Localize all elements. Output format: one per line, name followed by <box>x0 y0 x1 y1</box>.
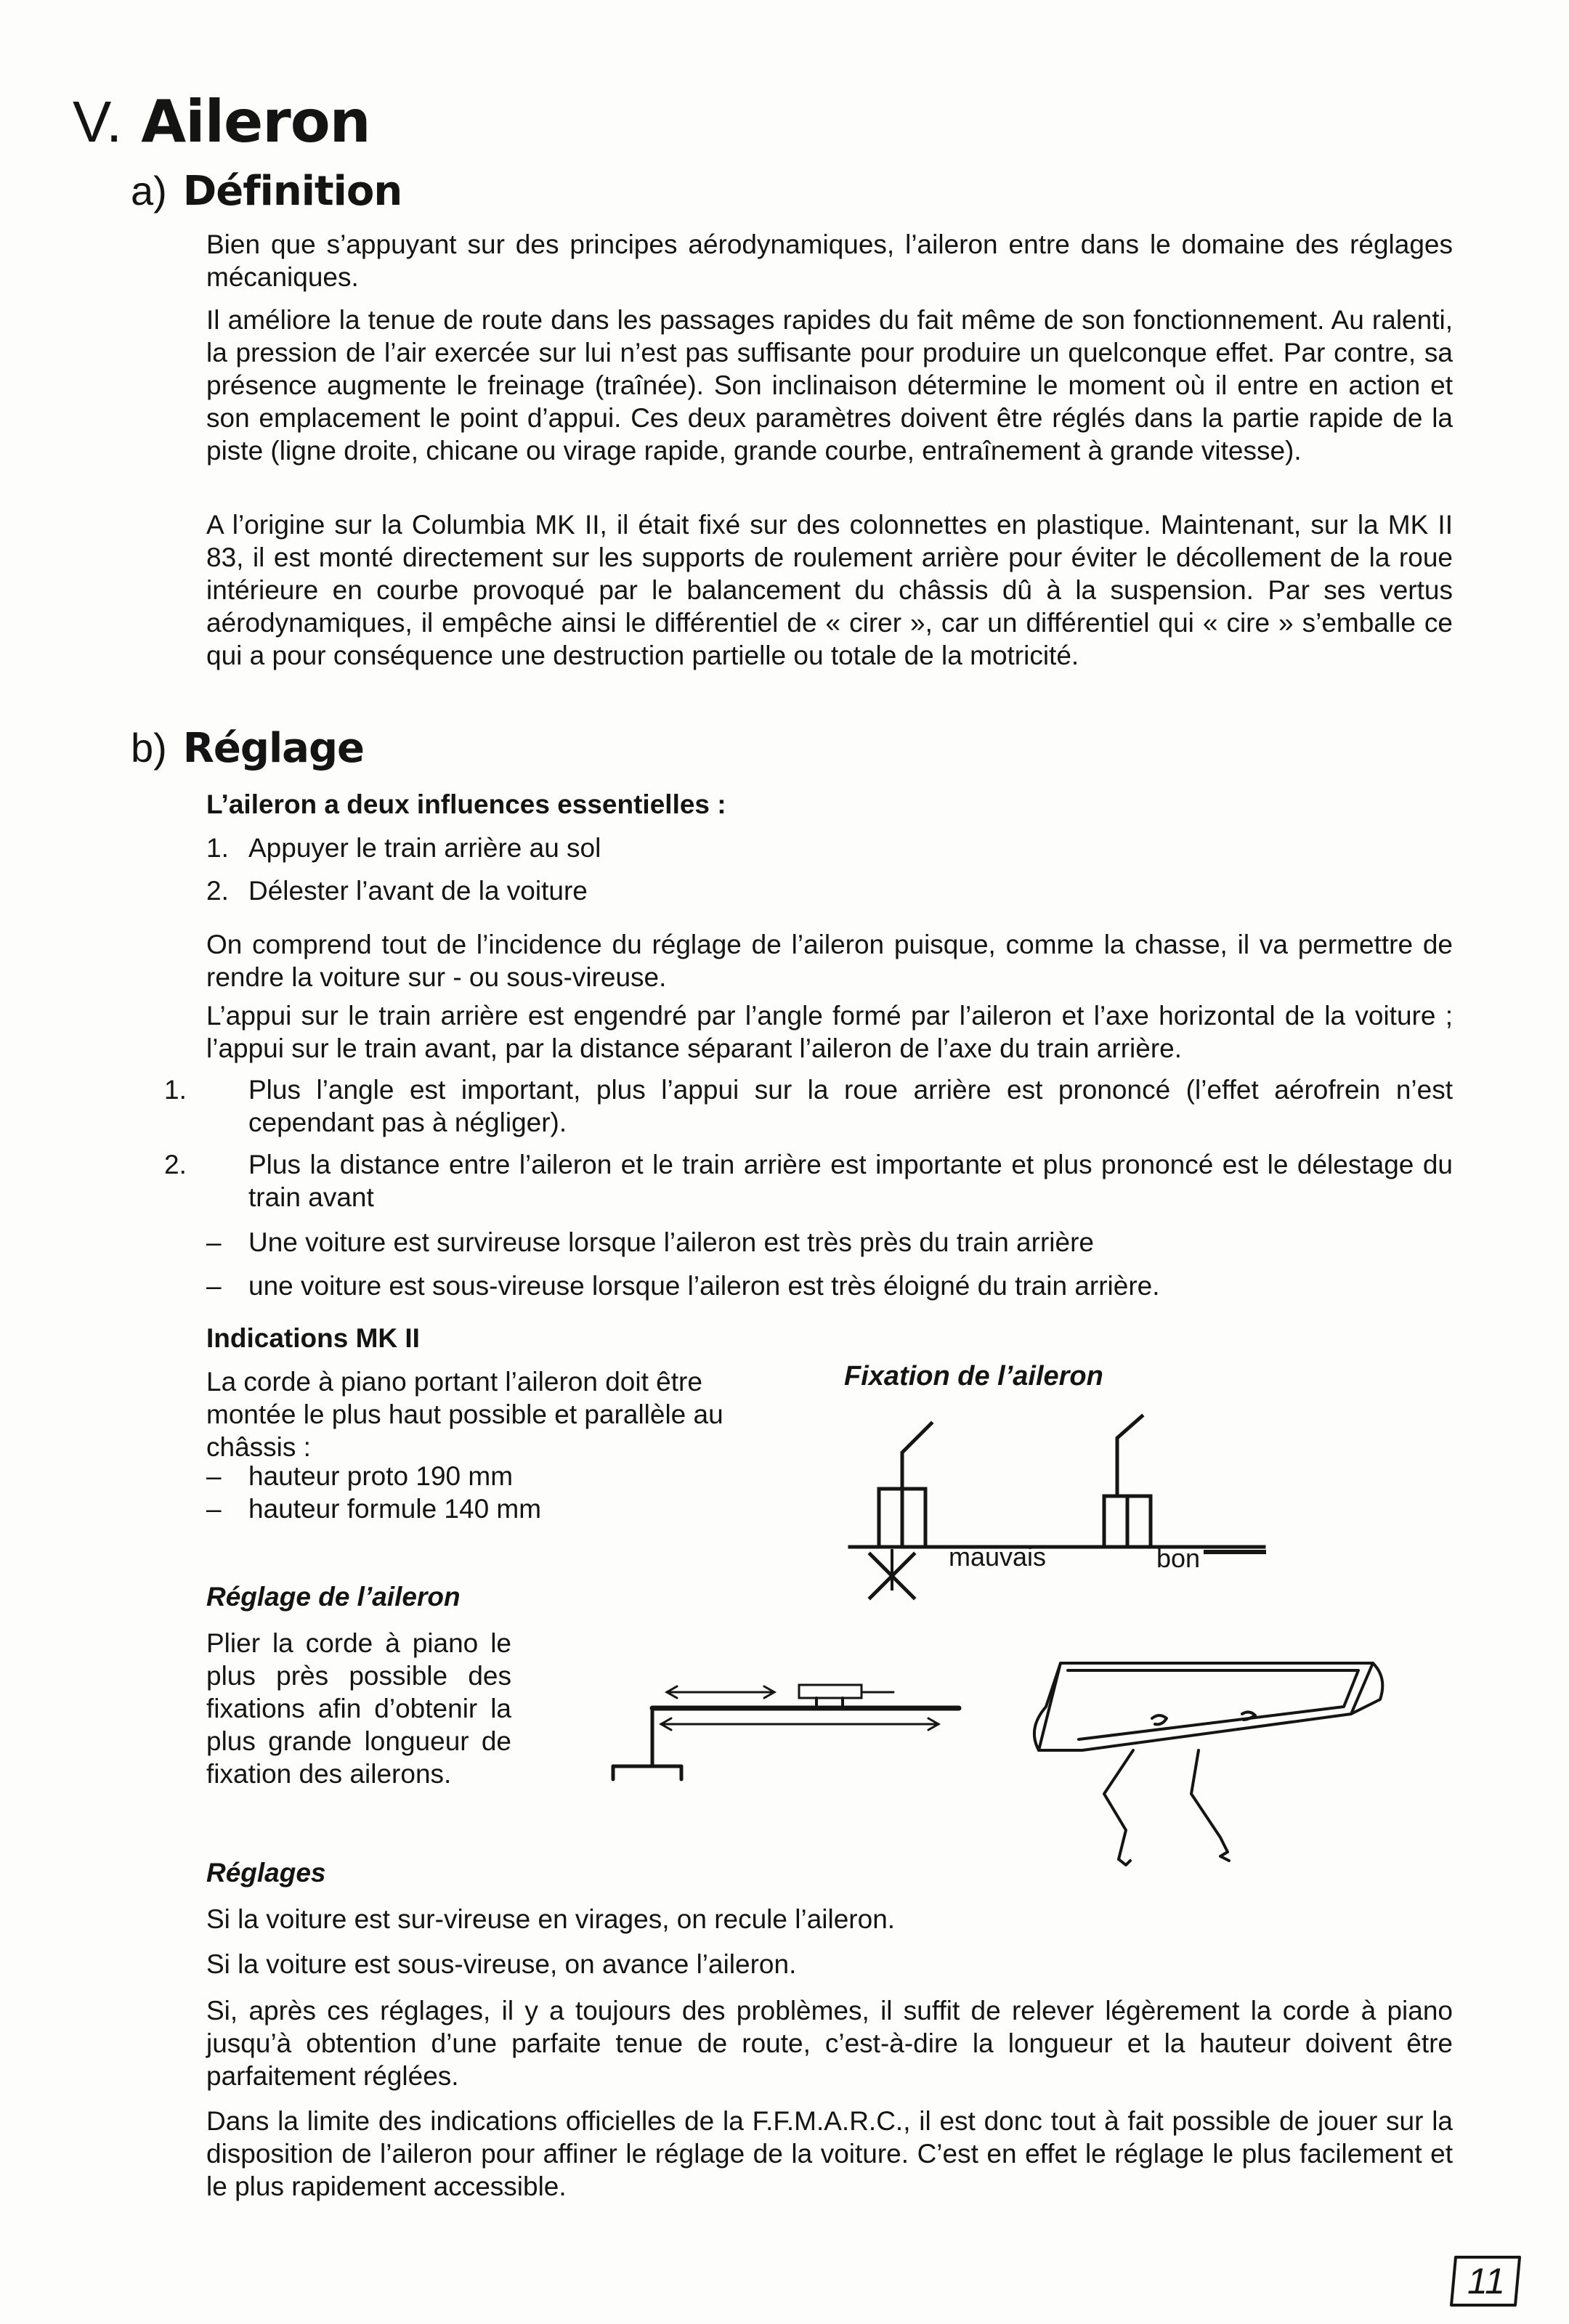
list-text: hauteur formule 140 mm <box>248 1494 542 1524</box>
list-text: hauteur proto 190 mm <box>248 1461 514 1491</box>
paragraph: L’appui sur le train arrière est engendré par l’angle formé par l’aileron et l’axe horizontal de la voiture ; l’appui sur le train avant, par la distance séparant l’aileron de l’axe du train arrière. <box>206 1001 1453 1063</box>
paragraph: Bien que s’appuyant sur des principes aérodynamiques, l’aileron entre dans le domaine des réglages mécaniques. <box>206 229 1453 292</box>
list-item <box>206 1492 787 1525</box>
list-dash: – <box>206 1494 222 1524</box>
influences-heading: L’aileron a deux influences essentielles : <box>206 789 726 819</box>
paragraph: Si la voiture est sous-vireuse, on avance l’aileron. <box>206 1949 797 1979</box>
indications-text: La corde à piano portant l’aileron doit être montée le plus haut possible et parallèle au châssis : <box>206 1367 723 1462</box>
paragraph: Il améliore la tenue de route dans les passages rapides du fait même de son fonctionnement. Au ralenti, la pression de l’air exercée sur lui n’est pas suffisante pour produire un quelconque effet. Par contre, sa présence augmente le freinage (traînée). Son inclinaison détermine le moment où il entre en action et son emplacement le point d’appui. Ces deux paramètres doivent être réglés dans la partie rapide de la piste (ligne droite, chicane ou virage rapide, grande courbe, entraînement à grande vitesse). <box>206 305 1453 466</box>
paragraph: Dans la limite des indications officielles de la F.F.M.A.R.C., il est donc tout à fait possible de jouer sur la disposition de l’aileron pour affiner le réglage de la voiture. C’est en effet le réglage le plus facilement et le plus rapidement accessible. <box>206 2106 1453 2201</box>
list-number: 1. <box>206 833 229 863</box>
reglages-heading: Réglages <box>206 1858 326 1888</box>
reglage-aileron-text: Plier la corde à piano le plus près possible des fixations afin d’obtenir la plus grande longueur de fixation des ailerons. <box>206 1628 511 1789</box>
subsection-heading-definition <box>131 166 402 217</box>
paragraph: Si la voiture est sur-vireuse en virages, on recule l’aileron. <box>206 1904 896 1934</box>
list-number: 1. <box>164 1075 187 1105</box>
paragraph: On comprend tout de l’incidence du réglage de l’aileron puisque, comme la chasse, il va permettre de rendre la voiture sur - ou sous-vireuse. <box>206 930 1453 992</box>
paragraph: A l’origine sur la Columbia MK II, il était fixé sur des colonnettes en plastique. Maintenant, sur la MK II 83, il est monté directement sur les supports de roulement arrière pour éviter le décollement de la roue intérieure en courbe provoqué par le balancement du châssis dû à la suspension. Par ses vertus aérodynamiques, il empêche ainsi le différentiel de « cirer », car un différentiel qui « cire » s’emballe ce qui a pour conséquence une destruction partielle ou totale de la motricité. <box>206 510 1453 670</box>
page-number: 11 <box>1467 2261 1505 2301</box>
strut-left <box>1104 1750 1133 1859</box>
subsection-title: Définition <box>182 168 402 215</box>
list-text: Plus la distance entre l’aileron et le train arrière est importante et plus prononcé est le délestage du train avant <box>248 1150 1453 1212</box>
list-number: 2. <box>164 1150 187 1179</box>
list-item <box>206 1460 787 1492</box>
bolt-left <box>1152 1715 1167 1724</box>
subsection-letter: a) <box>131 168 167 214</box>
strut-right <box>1191 1750 1228 1852</box>
label-good: bon <box>1156 1543 1201 1573</box>
fixation-diagram <box>843 1402 1278 1634</box>
subsection-title: Réglage <box>182 725 365 772</box>
list-dash: – <box>206 1461 222 1491</box>
list-number: 2. <box>206 876 229 906</box>
figure-caption: Fixation de l’aileron <box>844 1361 1103 1391</box>
indications-heading: Indications MK II <box>206 1323 420 1353</box>
list-item <box>206 1226 1453 1259</box>
list-text: Délester l’avant de la voiture <box>248 876 588 906</box>
good-wire <box>1117 1416 1142 1496</box>
clip <box>799 1685 861 1698</box>
section-number: V. <box>73 89 123 154</box>
list-dash: – <box>206 1227 222 1257</box>
list-item <box>164 1073 1453 1139</box>
list-text: une voiture est sous-vireuse lorsque l’aileron est très éloigné du train arrière. <box>248 1271 1160 1301</box>
list-dash: – <box>206 1271 222 1301</box>
wire-bend-sketch <box>603 1663 981 1794</box>
list-text: Appuyer le train arrière au sol <box>248 833 601 863</box>
label-bad: mauvais <box>949 1542 1047 1572</box>
list-text: Plus l’angle est important, plus l’appui sur la roue arrière est prononcé (l’effet aérofrein n’est cependant pas à négliger). <box>248 1075 1453 1137</box>
section-heading <box>73 86 370 158</box>
list-item <box>206 832 1453 864</box>
list-item <box>206 1269 1453 1302</box>
reglage-aileron-heading: Réglage de l’aileron <box>206 1582 461 1612</box>
subsection-heading-reglage <box>131 723 364 774</box>
aileron-sketch <box>1024 1649 1402 1888</box>
list-item <box>164 1148 1453 1214</box>
list-text: Une voiture est survireuse lorsque l’aileron est très près du train arrière <box>248 1227 1094 1257</box>
paragraph: Si, après ces réglages, il y a toujours des problèmes, il suffit de relever légèrement la corde à piano jusqu’à obtention d’une parfaite tenue de route, c’est-à-dire la longueur et la hauteur doivent être parfaitement réglées. <box>206 1996 1453 2091</box>
subsection-letter: b) <box>131 725 167 771</box>
list-item <box>206 874 1453 907</box>
section-title: Aileron <box>141 88 370 155</box>
